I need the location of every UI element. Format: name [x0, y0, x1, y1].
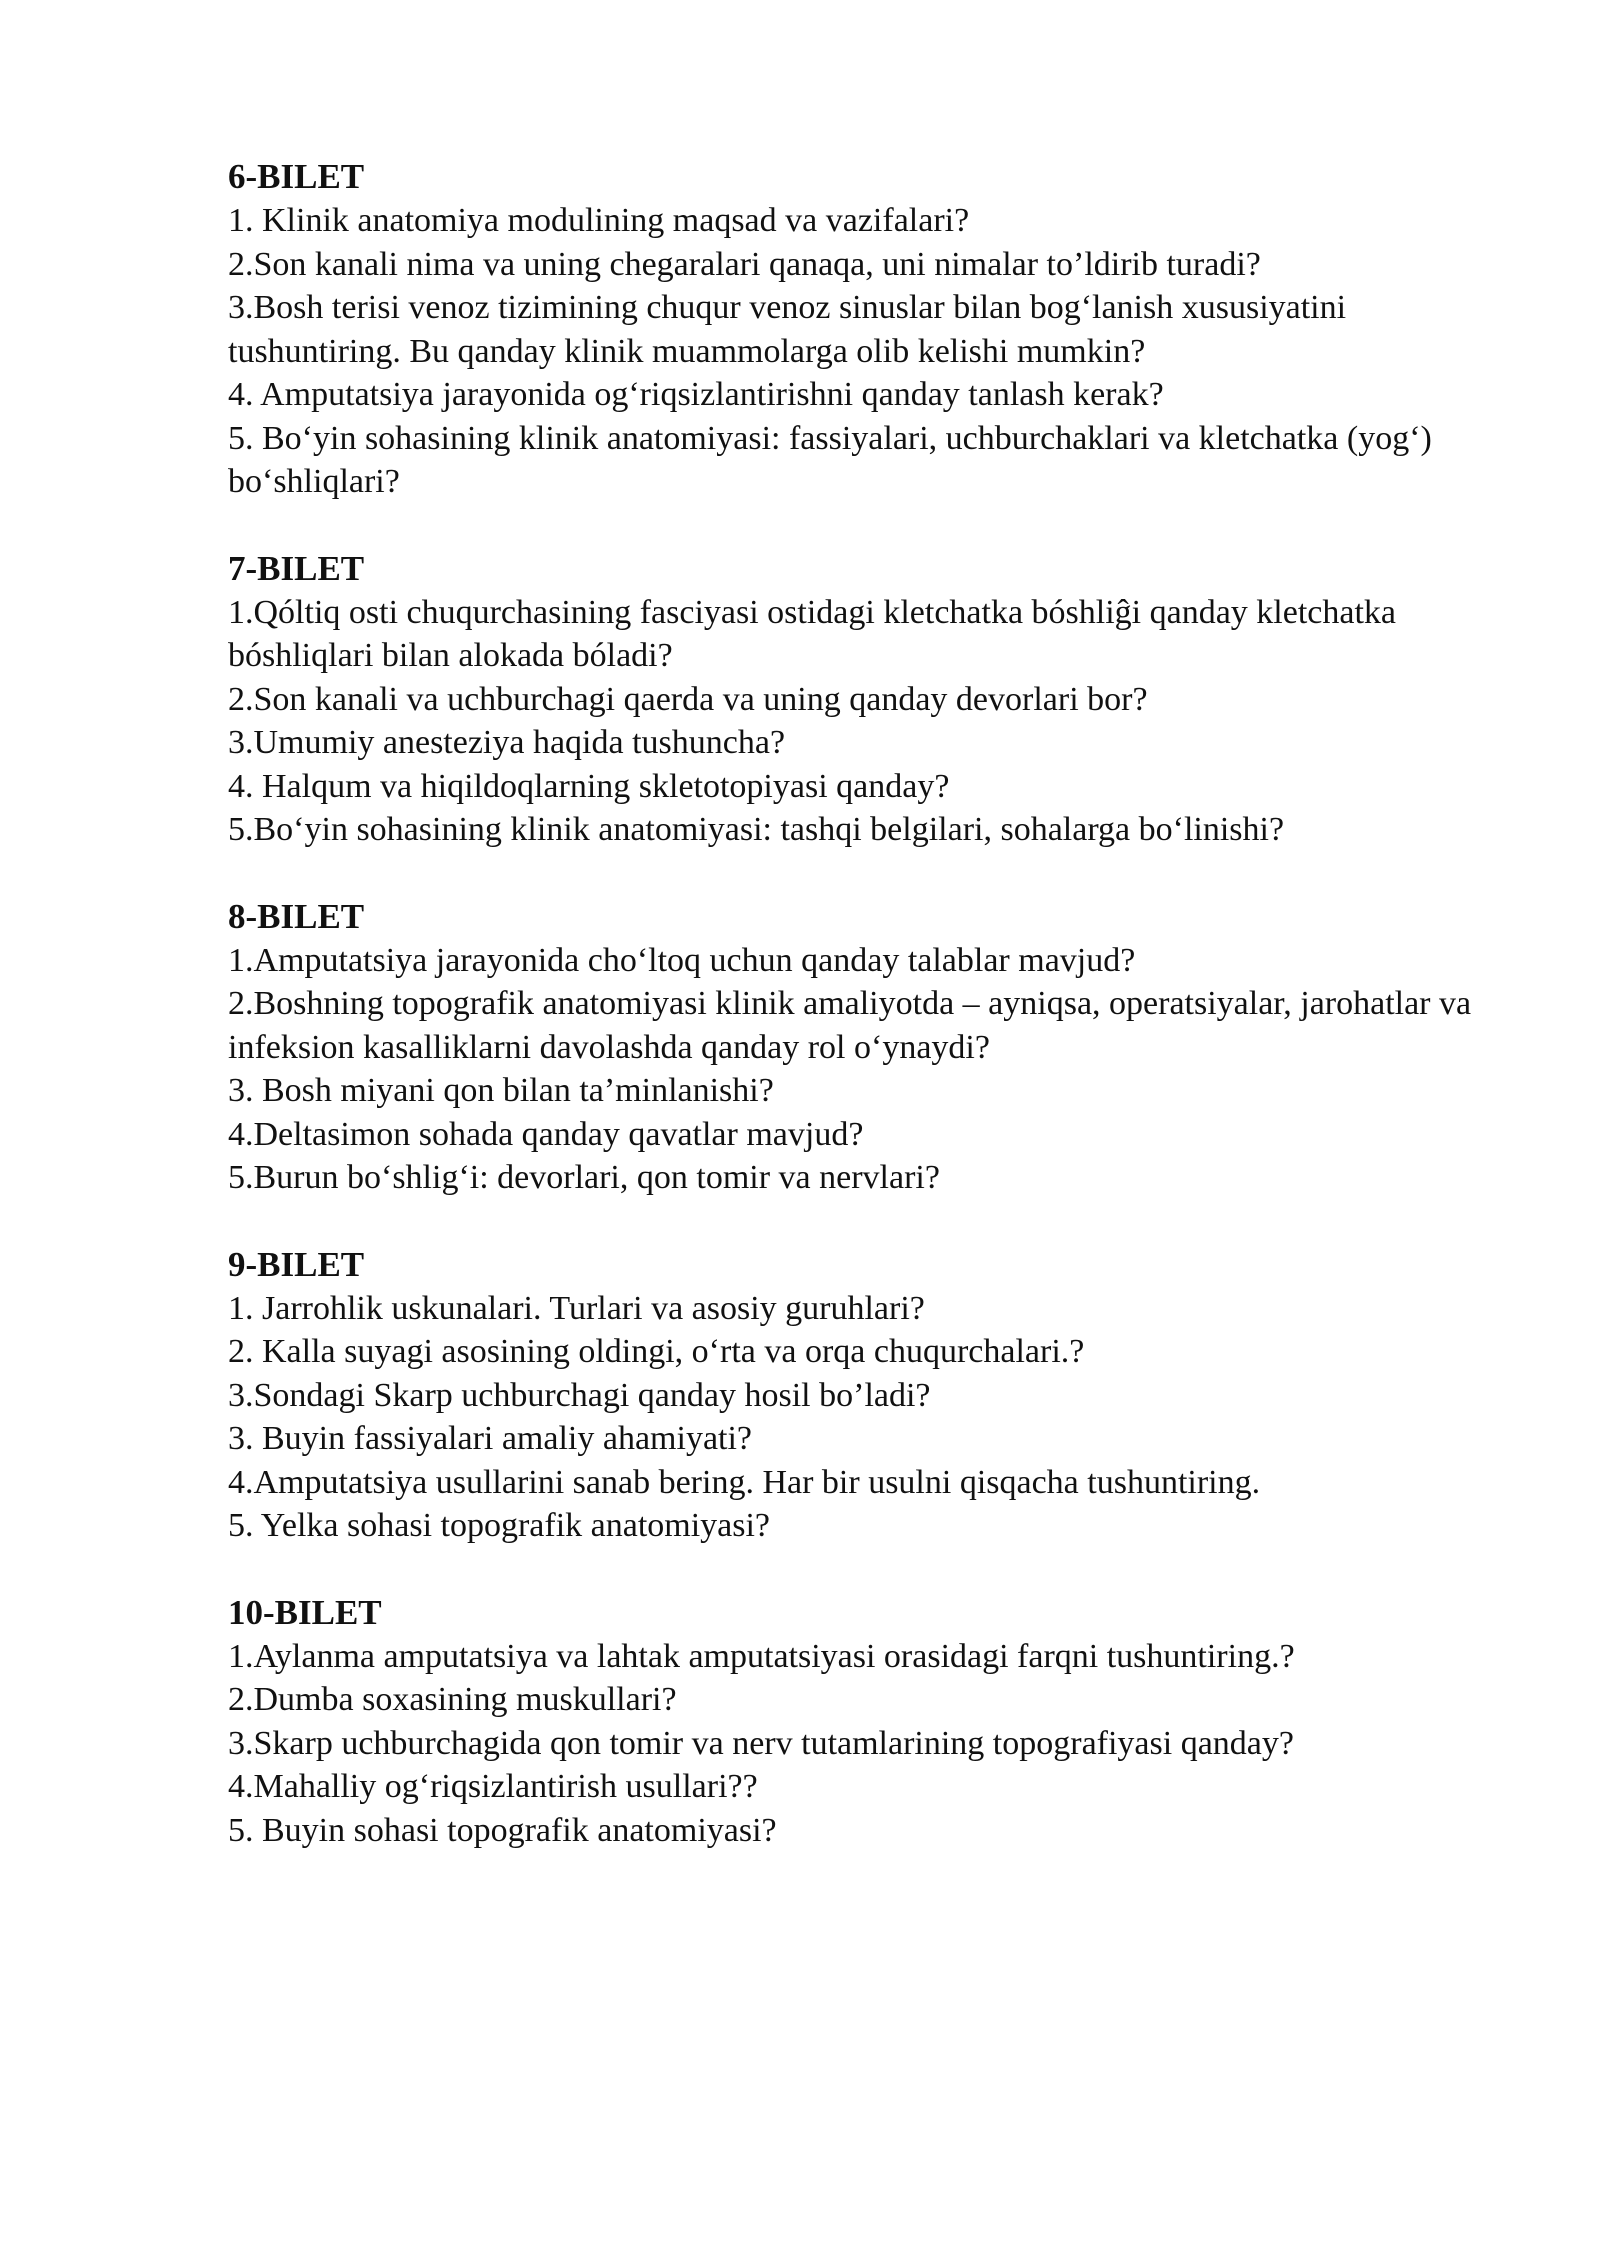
question: 1. Jarrohlik uskunalari. Turlari va asosiy guruhlari? — [228, 1289, 925, 1327]
question: 4.Deltasimon sohada qanday qavatlar mavjud? — [228, 1115, 864, 1153]
ticket-8 — [228, 895, 1488, 1200]
ticket-title: 7-BILET — [228, 548, 365, 588]
question: 4. Halqum va hiqildoqlarning skletotopiyasi qanday? — [228, 767, 950, 805]
question: 5.Burun bo‘shlig‘i: devorlari, qon tomir va nervlari? — [228, 1159, 940, 1196]
question: 3. Bosh miyani qon bilan ta’minlanishi? — [228, 1072, 774, 1109]
ticket-title: 9-BILET — [228, 1244, 365, 1284]
ticket-title: 10-BILET — [228, 1592, 382, 1632]
ticket-title: 8-BILET — [228, 896, 365, 936]
ticket-10 — [228, 1591, 1488, 1853]
question: 2.Son kanali nima va uning chegaralari qanaqa, uni nimalar to’ldirib turadi? — [228, 245, 1261, 283]
question: 5. Buyin sohasi topografik anatomiyasi? — [228, 1811, 777, 1849]
question: 2. Kalla suyagi asosining oldingi, o‘rta va orqa chuqurchalari.? — [228, 1333, 1085, 1370]
question: 3.Bosh terisi venoz tizimining chuqur venoz sinuslar bilan bog‘lanish xususiyatini tushuntiring. Bu qanday klinik muammolarga olib kelishi mumkin? — [228, 289, 1347, 370]
question: 1. Klinik anatomiya modulining maqsad va vazifalari? — [228, 202, 970, 239]
ticket-7 — [228, 547, 1488, 852]
question: 4.Mahalliy og‘riqsizlantirish usullari?? — [228, 1768, 758, 1805]
ticket-title: 6-BILET — [228, 157, 365, 196]
question: 4.Amputatsiya usullarini sanab bering. Har bir usulni qisqacha tushuntiring. — [228, 1463, 1261, 1501]
question: 3. Buyin fassiyalari amaliy ahamiyati? — [228, 1420, 753, 1457]
question: 2.Dumba soxasining muskullari? — [228, 1681, 677, 1718]
question: 3.Skarp uchburchagida qon tomir va nerv tutamlarining topografiyasi qanday? — [228, 1724, 1294, 1762]
question: 3.Sondagi Skarp uchburchagi qanday hosil bo’ladi? — [228, 1376, 931, 1414]
question: 1.Qóltiq osti chuqurchasining fasciyasi ostidagi kletchatka bóshliĝi qanday kletchatka bóshliqlari bilan alokada bóladi? — [228, 593, 1397, 674]
question: 5. Yelka sohasi topografik anatomiyasi? — [228, 1507, 771, 1544]
question: 5. Bo‘yin sohasining klinik anatomiyasi: fassiyalari, uchburchaklari va kletchatka (yog‘) bo‘shliqlari? — [228, 419, 1432, 500]
question: 1.Amputatsiya jarayonida cho‘ltoq uchun qanday talablar mavjud? — [228, 941, 1136, 979]
ticket-9 — [228, 1243, 1488, 1548]
question: 4. Amputatsiya jarayonida og‘riqsizlantirishni qanday tanlash kerak? — [228, 376, 1164, 413]
question: 2.Boshning topografik anatomiyasi klinik amaliyotda – ayniqsa, operatsiyalar, jarohatlar va infeksion kasalliklarni davolashda qanday rol o‘ynaydi? — [228, 985, 1472, 1066]
question: 3.Umumiy anesteziya haqida tushuncha? — [228, 724, 786, 761]
document-content — [228, 155, 1488, 1895]
question: 2.Son kanali va uchburchagi qaerda va uning qanday devorlari bor? — [228, 680, 1148, 718]
question: 1.Aylanma amputatsiya va lahtak amputatsiyasi orasidagi farqni tushuntiring.? — [228, 1637, 1295, 1675]
ticket-6 — [228, 155, 1488, 504]
question: 5.Bo‘yin sohasining klinik anatomiyasi: tashqi belgilari, sohalarga bo‘linishi? — [228, 811, 1285, 848]
